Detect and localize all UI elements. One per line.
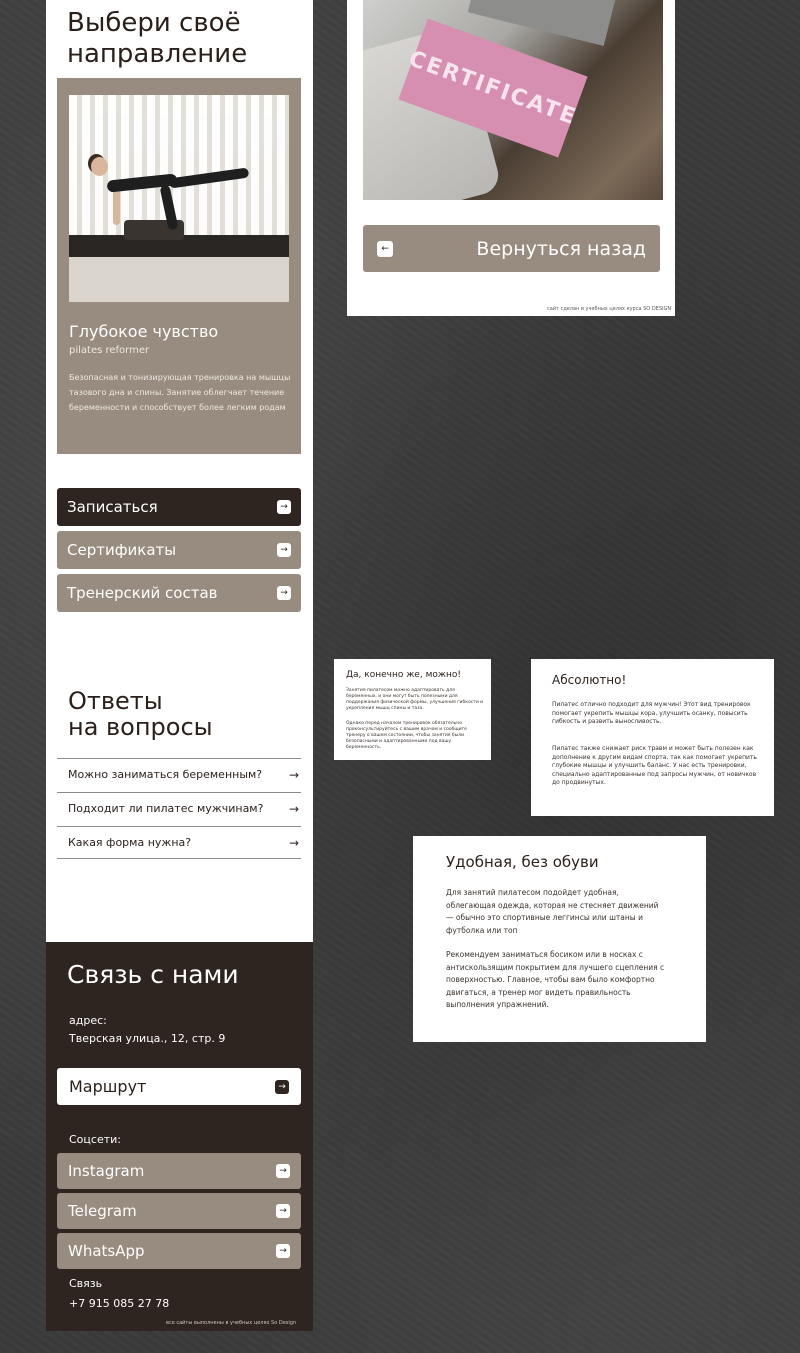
- faq-item-label: Подходит ли пилатес мужчинам?: [68, 802, 264, 815]
- arrow-right-icon: →: [288, 767, 299, 782]
- direction-card-subtitle: pilates reformer: [69, 345, 150, 356]
- certificate-photo: [363, 0, 663, 200]
- answer-paragraph: Занятия пилатесом можно адаптировать для беременных, и они могут быть полезными для поддержания физической формы, улучшения гибкости и укрепления мышц спины и таза.: [346, 688, 484, 711]
- instagram-button[interactable]: [57, 1153, 301, 1189]
- faq-divider: [57, 858, 301, 859]
- arrow-right-icon: →: [277, 500, 291, 514]
- arrow-right-icon: →: [288, 835, 299, 850]
- signup-button[interactable]: [57, 488, 301, 526]
- instagram-button-label: Instagram: [68, 1162, 145, 1180]
- footer-note: все сайты выполнены в учебных целях So Design: [166, 1320, 297, 1326]
- arrow-right-icon: →: [277, 586, 291, 600]
- certificate-page: [347, 0, 675, 316]
- answer-title: Да, конечно же, можно!: [346, 670, 461, 680]
- answer-card-pregnant: [334, 659, 491, 760]
- contact-section: [46, 942, 313, 1331]
- contact-title: Связь с нами: [67, 960, 239, 989]
- certificate-card-text: CERTIFICATE: [405, 45, 581, 131]
- trainers-button[interactable]: [57, 574, 301, 612]
- faq-item-men[interactable]: [57, 792, 301, 824]
- telegram-button[interactable]: [57, 1193, 301, 1229]
- answer-paragraph: Рекомендуем заниматься босиком или в носках с антискользящим покрытием для лучшего сцепления с поверхностью. Главное, чтобы вам было комфортно двигаться, а тренер мог видеть правильность выполнения упражнений.: [446, 950, 665, 1009]
- direction-card-title: Глубокое чувство: [69, 322, 219, 341]
- answer-paragraph: Для занятий пилатесом подойдет удобная, облегающая одежда, которая не стесняет движений — обычно это спортивные леггинсы или штаны и футболка или топ: [446, 888, 659, 935]
- certificate-note: сайт сделан в учебных целях курса SO DESIGN: [547, 306, 672, 312]
- faq-item-pregnant[interactable]: [57, 758, 301, 790]
- social-label: Соцсети:: [69, 1133, 121, 1146]
- faq-title-line2: на вопросы: [68, 713, 213, 741]
- direction-card-description: Безопасная и тонизирующая тренировка на мышцы тазового дна и спины. Занятие облегчает течение беременности и способствует более легким родам: [69, 373, 291, 412]
- phone-number[interactable]: +7 915 085 27 78: [69, 1297, 170, 1310]
- answer-card-clothing: [413, 836, 706, 1042]
- back-button-label: Вернуться назад: [476, 237, 646, 260]
- trainers-button-label: Тренерский состав: [67, 584, 218, 602]
- telegram-button-label: Telegram: [68, 1202, 137, 1220]
- answer-card-men: [531, 659, 774, 816]
- faq-item-label: Какая форма нужна?: [68, 836, 192, 849]
- arrow-right-icon: →: [276, 1244, 290, 1258]
- answer-paragraph: Однако перед началом тренировок обязательно проконсультируйтесь с вашим врачом и сообщите тренеру о вашем состоянии, чтобы занятия были безопасными и адаптированными под вашу беременность.: [346, 721, 467, 750]
- route-button-label: Маршрут: [69, 1077, 147, 1096]
- answer-title: Абсолютно!: [552, 673, 627, 687]
- directions-title: [67, 8, 297, 70]
- faq-item-clothing[interactable]: [57, 826, 301, 858]
- faq-title: [68, 688, 213, 740]
- certificates-button-label: Сертификаты: [67, 541, 177, 559]
- arrow-right-icon: →: [288, 801, 299, 816]
- mobile-site-left-column: [46, 0, 313, 1331]
- answer-title: Удобная, без обуви: [446, 853, 599, 871]
- directions-title-line1: Выбери своё: [67, 8, 241, 38]
- pilates-reformer-photo: [69, 95, 289, 302]
- back-button[interactable]: [363, 225, 660, 272]
- direction-card[interactable]: [57, 78, 301, 454]
- signup-button-label: Записаться: [67, 498, 158, 516]
- phone-label: Связь: [69, 1277, 103, 1290]
- faq-title-line1: Ответы: [68, 687, 163, 715]
- address-label: адрес:: [69, 1014, 107, 1027]
- arrow-right-icon: →: [277, 543, 291, 557]
- answer-paragraph: Пилатес также снижает риск травм и может быть полезен как дополнение к другим видам спорта, так как помогает укрепить глубокие мышцы и улучшить баланс. У нас есть тренировки, специально адаптированные под запросы мужчин, от новичков до продвинутых.: [552, 745, 757, 786]
- arrow-left-icon: ←: [377, 241, 393, 257]
- route-button[interactable]: [57, 1068, 301, 1105]
- directions-title-line2: направление: [67, 39, 248, 69]
- whatsapp-button-label: WhatsApp: [68, 1242, 145, 1260]
- arrow-right-icon: →: [275, 1080, 289, 1094]
- faq-item-label: Можно заниматься беременным?: [68, 768, 263, 781]
- whatsapp-button[interactable]: [57, 1233, 301, 1269]
- arrow-right-icon: →: [276, 1164, 290, 1178]
- answer-paragraph: Пилатес отлично подходит для мужчин! Этот вид тренировок помогает укрепить мышцы кора, улучшить осанку, повысить гибкость и развить выносливость.: [552, 701, 751, 725]
- certificates-button[interactable]: [57, 531, 301, 569]
- address-value: Тверская улица., 12, стр. 9: [69, 1032, 226, 1045]
- arrow-right-icon: →: [276, 1204, 290, 1218]
